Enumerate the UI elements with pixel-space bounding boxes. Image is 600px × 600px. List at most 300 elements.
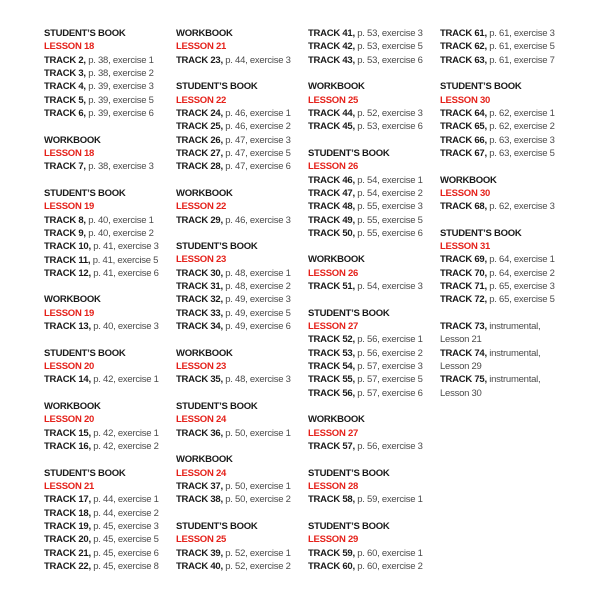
track-number: TRACK 10,: [44, 241, 91, 253]
lesson-section: [176, 80, 304, 173]
track-number: TRACK 74,: [440, 347, 487, 359]
lesson-section: [440, 80, 568, 160]
track-row: [176, 307, 304, 320]
track-row: [440, 27, 568, 40]
track-detail: instrumental,: [489, 321, 541, 333]
track-row: [176, 560, 304, 573]
track-number: TRACK 58,: [308, 494, 355, 506]
lesson-section: [308, 520, 436, 573]
track-detail: p. 50, exercise 1: [225, 427, 291, 439]
track-number: TRACK 70,: [440, 267, 487, 279]
track-row: [44, 547, 172, 560]
track-list-column-2: [176, 27, 304, 587]
lesson-section: [308, 253, 436, 293]
track-number: TRACK 31,: [176, 281, 223, 293]
lesson-section: [440, 227, 568, 307]
lesson-section: [176, 453, 304, 506]
track-number: TRACK 5,: [44, 94, 86, 106]
track-number: TRACK 39,: [176, 547, 223, 559]
lesson-section: [44, 467, 172, 574]
track-detail: p. 49, exercise 6: [225, 321, 291, 333]
track-detail: p. 57, exercise 3: [357, 361, 423, 373]
book-title: STUDENT’S BOOK: [44, 467, 126, 479]
lesson-section: [308, 80, 436, 133]
track-detail: p. 38, exercise 2: [88, 67, 154, 79]
track-number: TRACK 62,: [440, 41, 487, 53]
track-number: TRACK 64,: [440, 107, 487, 119]
track-detail: p. 56, exercise 2: [357, 347, 423, 359]
track-row: [308, 360, 436, 373]
track-detail: p. 40, exercise 3: [93, 321, 159, 333]
book-title: STUDENT’S BOOK: [308, 520, 390, 532]
track-row: [440, 134, 568, 147]
track-number: TRACK 47,: [308, 187, 355, 199]
track-row: [44, 214, 172, 227]
track-row: [440, 120, 568, 133]
track-detail: p. 60, exercise 2: [357, 560, 423, 572]
track-number: TRACK 24,: [176, 107, 223, 119]
track-detail: p. 40, exercise 1: [88, 214, 154, 226]
book-title: WORKBOOK: [176, 28, 233, 39]
lesson-section: [44, 293, 172, 333]
track-number: TRACK 25,: [176, 121, 223, 133]
track-number: TRACK 67,: [440, 147, 487, 159]
book-title: WORKBOOK: [176, 347, 233, 359]
track-row: [44, 160, 172, 173]
track-number: TRACK 32,: [176, 294, 223, 306]
track-detail: p. 45, exercise 5: [93, 534, 159, 546]
track-number: TRACK 60,: [308, 560, 355, 572]
lesson-title: LESSON 20: [44, 414, 95, 426]
track-row: [308, 347, 436, 360]
track-number: TRACK 33,: [176, 307, 223, 319]
track-number: TRACK 15,: [44, 427, 91, 439]
track-detail: p. 42, exercise 1: [93, 427, 159, 439]
track-detail: p. 39, exercise 6: [88, 107, 154, 119]
track-number: TRACK 52,: [308, 334, 355, 346]
track-row: [44, 254, 172, 267]
track-detail: p. 38, exercise 3: [88, 161, 154, 173]
track-detail: p. 62, exercise 3: [489, 201, 555, 213]
book-title: WORKBOOK: [308, 254, 365, 266]
track-list-column-3: [308, 27, 436, 587]
track-detail: instrumental,: [489, 347, 541, 359]
lesson-section: [176, 27, 304, 67]
track-row: [176, 373, 304, 386]
lesson-title: LESSON 27: [308, 427, 359, 439]
lesson-title: LESSON 19: [44, 201, 95, 213]
lesson-title: LESSON 18: [44, 147, 95, 159]
lesson-title: LESSON 24: [176, 414, 227, 426]
lesson-title: LESSON 23: [176, 254, 227, 266]
track-detail-line2: Lesson 30: [440, 387, 482, 399]
track-row: [308, 387, 436, 400]
track-row: [308, 333, 436, 346]
track-number: TRACK 14,: [44, 374, 91, 386]
track-number: TRACK 40,: [176, 560, 223, 572]
lesson-title: LESSON 24: [176, 467, 227, 479]
track-detail: p. 64, exercise 2: [489, 267, 555, 279]
book-title: STUDENT’S BOOK: [44, 347, 126, 359]
track-detail: p. 61, exercise 5: [489, 41, 555, 53]
track-detail: p. 62, exercise 1: [489, 107, 555, 119]
track-detail: p. 49, exercise 5: [225, 307, 291, 319]
track-row: [440, 200, 568, 213]
track-detail: p. 60, exercise 1: [357, 547, 423, 559]
track-detail: p. 62, exercise 2: [489, 121, 555, 133]
lesson-section: [44, 27, 172, 120]
track-number: TRACK 72,: [440, 294, 487, 306]
track-detail: p. 41, exercise 6: [93, 267, 159, 279]
lesson-section: [176, 400, 304, 440]
track-detail: instrumental,: [489, 374, 541, 386]
track-row: [176, 427, 304, 440]
track-row: [44, 440, 172, 453]
lesson-title: LESSON 21: [176, 41, 227, 53]
book-title: STUDENT’S BOOK: [308, 147, 390, 159]
track-row: [44, 80, 172, 93]
track-number: TRACK 55,: [308, 374, 355, 386]
track-row: [440, 107, 568, 120]
track-number: TRACK 45,: [308, 121, 355, 133]
book-title: WORKBOOK: [44, 134, 101, 146]
track-detail: p. 57, exercise 6: [357, 387, 423, 399]
track-row: [176, 280, 304, 293]
track-row: [440, 40, 568, 53]
track-number: TRACK 4,: [44, 81, 86, 93]
track-row: [308, 174, 436, 187]
track-row: [176, 320, 304, 333]
book-title: STUDENT’S BOOK: [308, 467, 390, 479]
track-detail: p. 39, exercise 3: [88, 81, 154, 93]
book-title: STUDENT’S BOOK: [440, 81, 522, 93]
track-number: TRACK 13,: [44, 321, 91, 333]
track-detail: p. 46, exercise 3: [225, 214, 291, 226]
track-detail: p. 55, exercise 5: [357, 214, 423, 226]
track-detail: p. 39, exercise 5: [88, 94, 154, 106]
track-row: [308, 27, 436, 40]
track-number: TRACK 11,: [44, 254, 91, 266]
track-row: [308, 187, 436, 200]
track-detail: p. 40, exercise 2: [88, 227, 154, 239]
book-title: STUDENT’S BOOK: [308, 307, 390, 319]
track-detail: p. 52, exercise 1: [225, 547, 291, 559]
track-row: [440, 373, 568, 386]
track-number: TRACK 28,: [176, 161, 223, 173]
track-detail: p. 61, exercise 7: [489, 54, 555, 66]
track-row: [44, 107, 172, 120]
track-number: TRACK 61,: [440, 28, 487, 39]
lesson-section: [440, 27, 568, 67]
track-row: [308, 280, 436, 293]
book-title: STUDENT’S BOOK: [44, 28, 126, 39]
track-number: TRACK 49,: [308, 214, 355, 226]
book-title: WORKBOOK: [44, 294, 101, 306]
track-row: [176, 267, 304, 280]
track-detail: p. 53, exercise 5: [357, 41, 423, 53]
book-title: STUDENT’S BOOK: [440, 227, 522, 239]
track-detail: p. 41, exercise 5: [92, 254, 159, 266]
track-detail: p. 48, exercise 2: [225, 281, 291, 293]
track-detail: p. 64, exercise 1: [489, 254, 555, 266]
track-detail: p. 65, exercise 5: [489, 294, 555, 306]
track-row: [44, 533, 172, 546]
track-number: TRACK 50,: [308, 227, 355, 239]
track-number: TRACK 38,: [176, 494, 223, 506]
track-row: [308, 373, 436, 386]
track-row: [440, 320, 568, 333]
track-number: TRACK 18,: [44, 507, 91, 519]
track-detail: p. 54, exercise 1: [357, 174, 423, 186]
track-row: [44, 227, 172, 240]
track-number: TRACK 75,: [440, 374, 487, 386]
track-number: TRACK 43,: [308, 54, 355, 66]
book-title: STUDENT’S BOOK: [176, 241, 258, 253]
track-row: [44, 67, 172, 80]
book-title: STUDENT’S BOOK: [44, 187, 126, 199]
track-number: TRACK 56,: [308, 387, 355, 399]
track-detail: p. 50, exercise 2: [225, 494, 291, 506]
track-row: [176, 547, 304, 560]
track-number: TRACK 19,: [44, 520, 91, 532]
track-row: [44, 54, 172, 67]
track-row: [44, 560, 172, 573]
track-row: [44, 520, 172, 533]
track-row: [176, 480, 304, 493]
track-number: TRACK 66,: [440, 134, 487, 146]
track-number: TRACK 44,: [308, 107, 355, 119]
lesson-title: LESSON 21: [44, 480, 95, 492]
track-number: TRACK 53,: [308, 347, 355, 359]
lesson-title: LESSON 19: [44, 307, 95, 319]
track-row: [44, 507, 172, 520]
track-row: [44, 493, 172, 506]
track-row: [308, 227, 436, 240]
track-row: [308, 440, 436, 453]
lesson-section: [308, 467, 436, 507]
track-row: [440, 293, 568, 306]
book-title: WORKBOOK: [176, 187, 233, 199]
lesson-section: [308, 147, 436, 240]
lesson-title: LESSON 30: [440, 94, 491, 106]
track-row: [308, 493, 436, 506]
track-row: [308, 107, 436, 120]
track-number: TRACK 22,: [44, 560, 91, 572]
book-title: WORKBOOK: [176, 454, 233, 466]
track-row: [44, 320, 172, 333]
track-detail: p. 47, exercise 3: [225, 134, 291, 146]
track-number: TRACK 26,: [176, 134, 223, 146]
track-number: TRACK 6,: [44, 107, 86, 119]
book-title: WORKBOOK: [440, 174, 497, 186]
track-detail: p. 48, exercise 3: [225, 374, 291, 386]
lesson-section: [308, 27, 436, 67]
track-number: TRACK 51,: [308, 281, 355, 293]
track-number: TRACK 48,: [308, 201, 355, 213]
track-detail: p. 61, exercise 3: [489, 28, 555, 39]
track-number: TRACK 29,: [176, 214, 223, 226]
track-row: [44, 427, 172, 440]
track-row: [176, 293, 304, 306]
track-row: [176, 120, 304, 133]
lesson-title: LESSON 23: [176, 361, 227, 373]
lesson-section: [44, 347, 172, 387]
track-number: TRACK 20,: [44, 534, 91, 546]
track-detail: p. 45, exercise 8: [93, 560, 159, 572]
track-number: TRACK 21,: [44, 547, 91, 559]
track-detail: p. 44, exercise 1: [93, 494, 159, 506]
lesson-section: [44, 400, 172, 453]
track-detail: p. 53, exercise 6: [357, 54, 423, 66]
track-detail: p. 47, exercise 6: [225, 161, 291, 173]
track-detail: p. 46, exercise 2: [225, 121, 291, 133]
lesson-section: [44, 187, 172, 280]
track-number: TRACK 41,: [308, 28, 355, 39]
lesson-section: [176, 347, 304, 387]
lesson-title: LESSON 31: [440, 241, 491, 253]
track-detail: p. 53, exercise 6: [357, 121, 423, 133]
track-detail: p. 49, exercise 3: [225, 294, 291, 306]
track-number: TRACK 42,: [308, 41, 355, 53]
track-row: [44, 240, 172, 253]
track-detail: p. 56, exercise 1: [357, 334, 423, 346]
track-detail: p. 48, exercise 1: [225, 267, 291, 279]
book-title: STUDENT’S BOOK: [176, 81, 258, 93]
track-number: TRACK 30,: [176, 267, 223, 279]
lesson-title: LESSON 22: [176, 201, 227, 213]
lesson-title: LESSON 29: [308, 534, 359, 546]
track-number: TRACK 63,: [440, 54, 487, 66]
track-detail: p. 42, exercise 2: [93, 441, 159, 453]
track-number: TRACK 17,: [44, 494, 91, 506]
track-detail: p. 52, exercise 2: [225, 560, 291, 572]
lesson-section: [308, 307, 436, 400]
lesson-section: [176, 520, 304, 573]
lesson-title: LESSON 26: [308, 161, 359, 173]
lesson-title: LESSON 30: [440, 187, 491, 199]
track-detail: p. 45, exercise 3: [93, 520, 159, 532]
track-number: TRACK 16,: [44, 441, 91, 453]
track-number: TRACK 9,: [44, 227, 86, 239]
track-detail: p. 50, exercise 1: [225, 480, 291, 492]
track-detail: p. 47, exercise 5: [225, 147, 291, 159]
track-row: [44, 373, 172, 386]
lesson-section: [440, 174, 568, 214]
track-number: TRACK 59,: [308, 547, 355, 559]
track-number: TRACK 34,: [176, 321, 223, 333]
track-detail: p. 59, exercise 1: [357, 494, 423, 506]
track-row: [308, 120, 436, 133]
track-detail: p. 54, exercise 3: [357, 281, 423, 293]
track-row: [176, 214, 304, 227]
track-row: [440, 253, 568, 266]
track-row: [176, 147, 304, 160]
track-detail: p. 53, exercise 3: [357, 28, 423, 39]
track-number: TRACK 27,: [176, 147, 223, 159]
track-number: TRACK 65,: [440, 121, 487, 133]
track-row: [176, 107, 304, 120]
track-detail: p. 55, exercise 6: [357, 227, 423, 239]
lesson-title: LESSON 18: [44, 41, 95, 53]
track-detail: p. 63, exercise 5: [489, 147, 555, 159]
track-list-column-4: [440, 27, 568, 413]
track-detail: p. 54, exercise 2: [357, 187, 423, 199]
lesson-title: LESSON 25: [308, 94, 359, 106]
track-row: [440, 147, 568, 160]
track-detail: p. 63, exercise 3: [489, 134, 555, 146]
book-title: STUDENT’S BOOK: [176, 520, 258, 532]
track-number: TRACK 57,: [308, 441, 355, 453]
track-detail: p. 55, exercise 3: [357, 201, 423, 213]
track-detail: p. 41, exercise 3: [93, 241, 159, 253]
track-number: TRACK 3,: [44, 67, 86, 79]
track-detail: p. 45, exercise 6: [93, 547, 159, 559]
track-row: [440, 54, 568, 67]
track-detail-line2: Lesson 29: [440, 361, 482, 373]
book-title: WORKBOOK: [44, 401, 101, 413]
track-row: [440, 267, 568, 280]
track-number: TRACK 71,: [440, 281, 487, 293]
lesson-title: LESSON 27: [308, 321, 359, 333]
track-row: [440, 280, 568, 293]
track-detail: p. 52, exercise 3: [357, 107, 423, 119]
track-number: TRACK 46,: [308, 174, 355, 186]
track-detail: p. 38, exercise 1: [88, 54, 154, 66]
lesson-title: LESSON 26: [308, 267, 359, 279]
lesson-title: LESSON 20: [44, 361, 95, 373]
track-number: TRACK 35,: [176, 374, 223, 386]
track-row: [44, 267, 172, 280]
track-row: [308, 547, 436, 560]
track-row: [308, 214, 436, 227]
track-number: TRACK 36,: [176, 427, 223, 439]
lesson-section: [44, 134, 172, 174]
track-number: TRACK 37,: [176, 480, 223, 492]
track-row: [440, 347, 568, 360]
lesson-title: LESSON 22: [176, 94, 227, 106]
track-number: TRACK 69,: [440, 254, 487, 266]
track-list-column-1: [44, 27, 172, 587]
track-detail: p. 46, exercise 1: [225, 107, 291, 119]
lesson-title: LESSON 25: [176, 534, 227, 546]
track-detail: p. 56, exercise 3: [357, 441, 423, 453]
lesson-section: [176, 240, 304, 333]
lesson-section: [308, 413, 436, 453]
track-detail: p. 44, exercise 2: [93, 507, 159, 519]
track-number: TRACK 8,: [44, 214, 86, 226]
track-row: [44, 94, 172, 107]
track-row: [308, 40, 436, 53]
lesson-section: [440, 320, 568, 400]
track-detail-line2: Lesson 21: [440, 334, 482, 346]
track-detail: p. 57, exercise 5: [357, 374, 423, 386]
track-number: TRACK 23,: [176, 54, 223, 66]
lesson-section: [176, 187, 304, 227]
track-row: [176, 134, 304, 147]
track-detail: p. 44, exercise 3: [225, 54, 291, 66]
lesson-title: LESSON 28: [308, 480, 359, 492]
track-row: [308, 54, 436, 67]
track-number: TRACK 54,: [308, 361, 355, 373]
track-row: [308, 560, 436, 573]
track-row: [176, 493, 304, 506]
track-row: [176, 160, 304, 173]
track-number: TRACK 12,: [44, 267, 91, 279]
track-number: TRACK 2,: [44, 54, 86, 66]
track-row: [176, 54, 304, 67]
track-detail: p. 65, exercise 3: [489, 281, 555, 293]
track-number: TRACK 68,: [440, 201, 487, 213]
